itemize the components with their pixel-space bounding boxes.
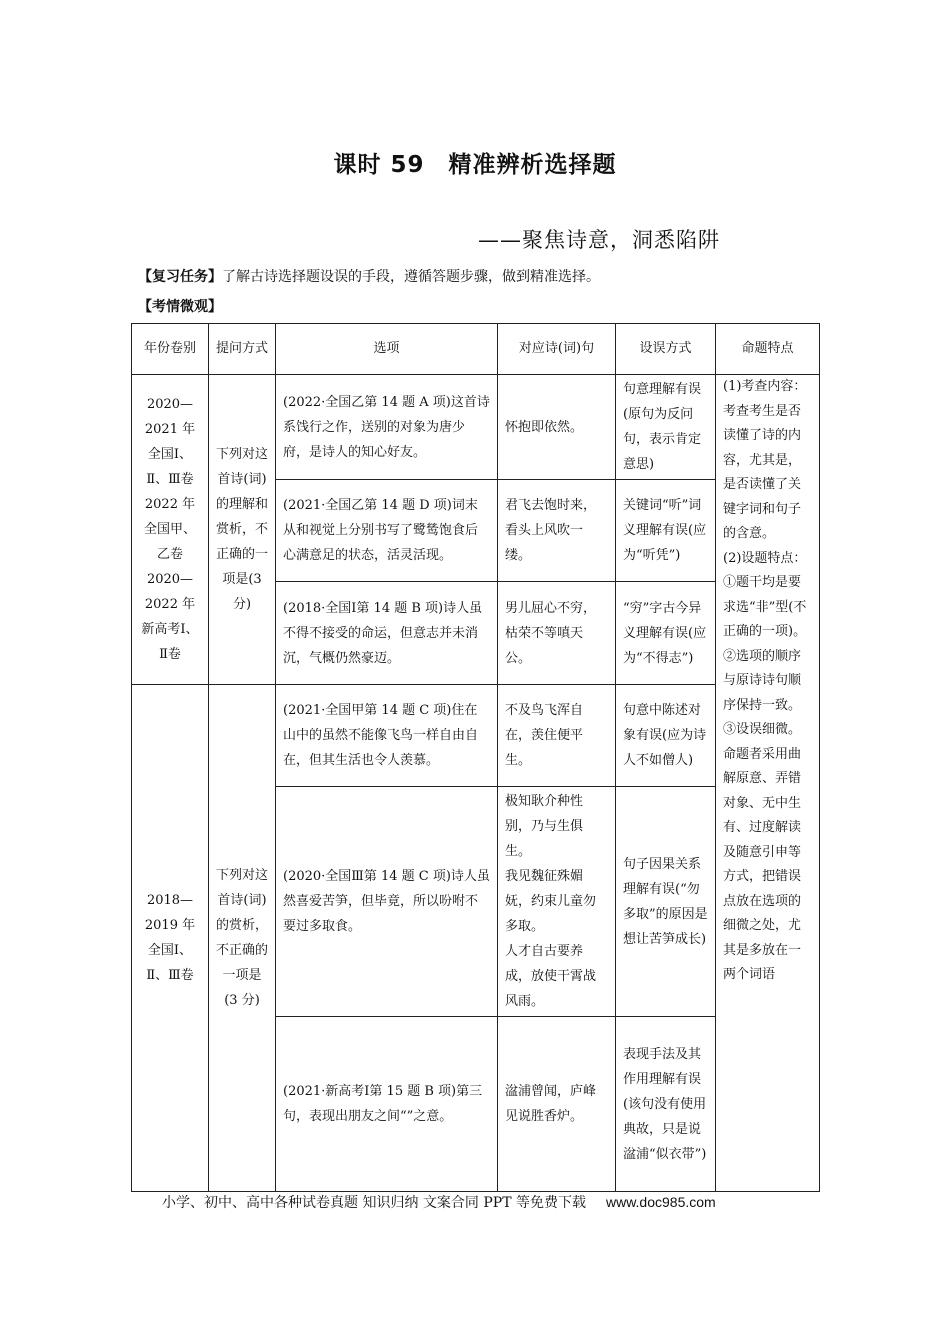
option-cell: (2022·全国乙第 14 题 A 项)这首诗系饯行之作，送别的对象为唐少府，是诗人的知心好友。 bbox=[276, 375, 498, 480]
features-cell: (1)考查内容：考查考生是否读懂了诗的内容，尤其是，是否读懂了关键字词和句子的含意。 (2)设题特点： ①题干均是要求选“非”型(不正确的一项)。 ②选项的顺序与原诗诗句顺序保持一致。 ③设误细微。命题者采用曲解原意、弄错对象、无中生有、过度解读及随意引申等方式，把错误点放在选项的细微之处，尤其是多放在一两个词语 bbox=[716, 375, 820, 1192]
table-row bbox=[132, 375, 820, 480]
option-cell: (2018·全国Ⅰ第 14 题 B 项)诗人虽不得不接受的命运，但意志并未消沉，气概仍然豪迈。 bbox=[276, 582, 498, 685]
error-method-cell: 关键词“听”词义理解有误(应为“听凭”) bbox=[616, 480, 716, 582]
option-cell: (2021·全国甲第 14 题 C 项)住在山中的虽然不能像飞鸟一样自由自在，但其生活也令人羡慕。 bbox=[276, 685, 498, 787]
error-method-cell: 句意中陈述对象有误(应为诗人不如僧人) bbox=[616, 685, 716, 787]
poem-line-cell: 怀抱即依然。 bbox=[498, 375, 616, 480]
poem-line-cell: 君飞去饱时来，看头上风吹一缕。 bbox=[498, 480, 616, 582]
option-cell: (2021·全国乙第 14 题 D 项)词末从和视觉上分别书写了鹭鸶饱食后心满意足的状态，活灵活现。 bbox=[276, 480, 498, 582]
section-label: 【考情微观】 bbox=[138, 299, 222, 315]
review-task-label: 【复习任务】 bbox=[138, 269, 222, 285]
error-method-cell: 句意理解有误(原句为反问句，表示肯定意思) bbox=[616, 375, 716, 480]
question-cell: 下列对这首诗(词)的理解和赏析，不正确的一项是(3 分) bbox=[209, 375, 276, 685]
footer-text: 小学、初中、高中各种试卷真题 知识归纳 文案合同 PPT 等免费下载 bbox=[162, 1195, 586, 1211]
col-header-year: 年份卷别 bbox=[132, 324, 209, 375]
section-heading bbox=[138, 296, 222, 316]
footer-link[interactable]: www.doc985.com bbox=[605, 1194, 716, 1210]
review-task bbox=[138, 266, 600, 286]
footer bbox=[162, 1192, 716, 1212]
col-header-option: 选项 bbox=[276, 324, 498, 375]
year-cell: 2018—2019 年全国Ⅰ、Ⅱ、Ⅲ卷 bbox=[132, 685, 209, 1192]
col-header-error: 设误方式 bbox=[616, 324, 716, 375]
page-subtitle: ——聚焦诗意，洞悉陷阱 bbox=[478, 228, 720, 252]
poem-line-cell: 男儿屈心不穷，枯荣不等嗔天公。 bbox=[498, 582, 616, 685]
error-method-cell: “穷”字古今异义理解有误(应为“不得志”) bbox=[616, 582, 716, 685]
question-cell: 下列对这首诗(词)的赏析，不正确的一项是(3 分) bbox=[209, 685, 276, 1192]
option-cell: (2020·全国Ⅲ第 14 题 C 项)诗人虽然喜爱苦笋，但毕竟，所以吩咐不要过多取食。 bbox=[276, 787, 498, 1017]
exam-analysis-table bbox=[131, 323, 820, 1192]
poem-line-cell: 不及鸟飞浑自在，羡住便平生。 bbox=[498, 685, 616, 787]
page-title: 课时 59 精准辨析选择题 bbox=[333, 152, 617, 178]
col-header-question: 提问方式 bbox=[209, 324, 276, 375]
poem-line-cell: 湓浦曾闻，庐峰见说胜香炉。 bbox=[498, 1017, 616, 1192]
poem-line-cell: 极知耿介种性别，乃与生俱生。 我见魏征殊媚妩，约束儿童勿多取。 人才自古要养成，放使干霄战风雨。 bbox=[498, 787, 616, 1017]
error-method-cell: 表现手法及其作用理解有误(该句没有使用典故，只是说湓浦“似衣带”) bbox=[616, 1017, 716, 1192]
table-header-row bbox=[132, 324, 820, 375]
error-method-cell: 句子因果关系理解有误(“勿多取”的原因是想让苦笋成长) bbox=[616, 787, 716, 1017]
col-header-features: 命题特点 bbox=[716, 324, 820, 375]
review-task-text: 了解古诗选择题设误的手段，遵循答题步骤，做到精准选择。 bbox=[222, 269, 600, 285]
year-cell: 2020—2021 年全国Ⅰ、Ⅱ、Ⅲ卷 2022 年全国甲、乙卷 2020—2022 年新高考Ⅰ、Ⅱ卷 bbox=[132, 375, 209, 685]
option-cell: (2021·新高考Ⅰ第 15 题 B 项)第三句，表现出朋友之间“”之意。 bbox=[276, 1017, 498, 1192]
col-header-line: 对应诗(词)句 bbox=[498, 324, 616, 375]
